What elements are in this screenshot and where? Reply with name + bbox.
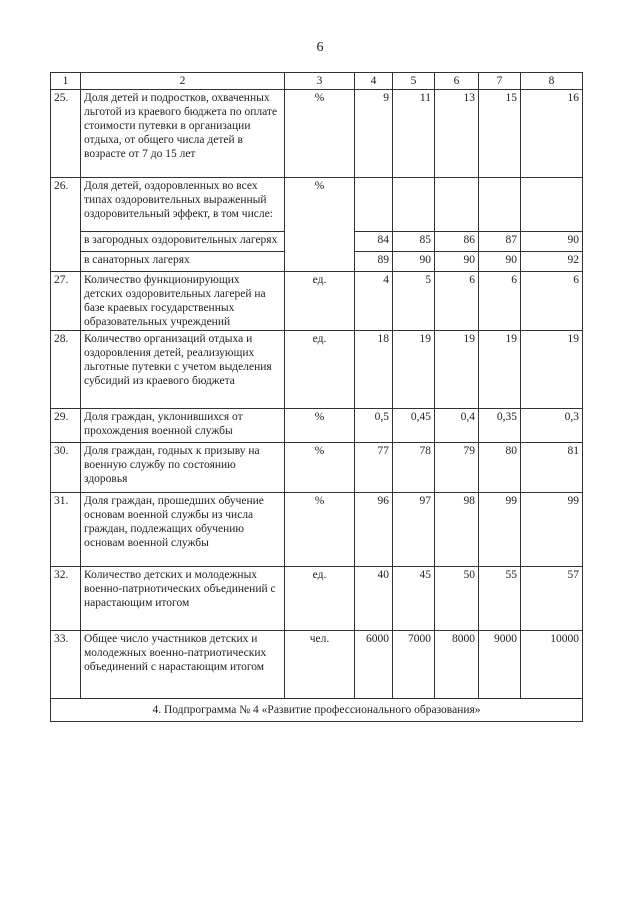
value-cell: 10000 <box>521 631 583 699</box>
value-cell: 13 <box>435 90 479 178</box>
value-cell: 81 <box>521 443 583 493</box>
value-cell <box>521 178 583 232</box>
value-cell: 55 <box>479 567 521 631</box>
sub-indicator-name-cell: в загородных оздоровительных лагерях <box>81 232 285 252</box>
value-cell: 90 <box>479 252 521 272</box>
value-cell: 0,45 <box>393 409 435 443</box>
value-cell: 4 <box>355 272 393 331</box>
value-cell: 40 <box>355 567 393 631</box>
indicator-name-cell: Количество организаций отдыха и оздоровления детей, реализующих льготные путевки с учетом выделения субсидий из краевого бюджета <box>81 331 285 409</box>
value-cell: 92 <box>521 252 583 272</box>
unit-cell: ед. <box>285 272 355 331</box>
row-number-cell: 26. <box>51 178 81 272</box>
table-row <box>51 331 583 409</box>
table-row <box>51 493 583 567</box>
table-row <box>51 178 583 232</box>
value-cell: 0,3 <box>521 409 583 443</box>
value-cell: 16 <box>521 90 583 178</box>
page-number: 6 <box>316 40 324 55</box>
sub-indicator-name-cell: в санаторных лагерях <box>81 252 285 272</box>
row-number-cell: 29. <box>51 409 81 443</box>
value-cell: 97 <box>393 493 435 567</box>
row-number-cell: 28. <box>51 331 81 409</box>
indicator-name-cell: Общее число участников детских и молодежных военно-патриотических объединений с нарастающим итогом <box>81 631 285 699</box>
value-cell: 0,4 <box>435 409 479 443</box>
table-row <box>51 443 583 493</box>
value-cell: 8000 <box>435 631 479 699</box>
value-cell: 90 <box>521 232 583 252</box>
value-cell: 19 <box>479 331 521 409</box>
value-cell: 9 <box>355 90 393 178</box>
value-cell: 90 <box>393 252 435 272</box>
value-cell: 99 <box>521 493 583 567</box>
header-row <box>51 73 583 90</box>
value-cell: 5 <box>393 272 435 331</box>
header-cell: 2 <box>81 73 285 90</box>
value-cell: 96 <box>355 493 393 567</box>
indicator-name-cell: Доля детей и подростков, охваченных льготой из краевого бюджета по оплате стоимости путевки в организации отдыха, от общего числа детей в возрасте от 7 до 15 лет <box>81 90 285 178</box>
value-cell: 79 <box>435 443 479 493</box>
value-cell: 7000 <box>393 631 435 699</box>
value-cell: 9000 <box>479 631 521 699</box>
value-cell: 0,35 <box>479 409 521 443</box>
header-cell: 8 <box>521 73 583 90</box>
value-cell: 19 <box>435 331 479 409</box>
value-cell: 6000 <box>355 631 393 699</box>
value-cell: 98 <box>435 493 479 567</box>
table-row <box>51 272 583 331</box>
table-row <box>51 631 583 699</box>
unit-cell: ед. <box>285 331 355 409</box>
header-cell: 4 <box>355 73 393 90</box>
indicator-name-cell: Количество функционирующих детских оздоровительных лагерей на базе краевых государственных образовательных учреждений <box>81 272 285 331</box>
row-number-cell: 25. <box>51 90 81 178</box>
value-cell: 45 <box>393 567 435 631</box>
table-row <box>51 409 583 443</box>
value-cell <box>435 178 479 232</box>
table-row <box>51 90 583 178</box>
unit-cell: чел. <box>285 631 355 699</box>
unit-cell: % <box>285 90 355 178</box>
indicator-name-cell: Количество детских и молодежных военно-патриотических объединений с нарастающим итогом <box>81 567 285 631</box>
value-cell: 18 <box>355 331 393 409</box>
value-cell: 84 <box>355 232 393 252</box>
value-cell: 85 <box>393 232 435 252</box>
row-number-cell: 27. <box>51 272 81 331</box>
value-cell: 87 <box>479 232 521 252</box>
value-cell: 19 <box>521 331 583 409</box>
section-footer-row <box>51 699 583 722</box>
value-cell: 0,5 <box>355 409 393 443</box>
value-cell: 6 <box>479 272 521 331</box>
indicator-name-cell: Доля детей, оздоровленных во всех типах оздоровительных выраженный оздоровительный эффект, в том числе: <box>81 178 285 232</box>
value-cell: 19 <box>393 331 435 409</box>
value-cell: 90 <box>435 252 479 272</box>
value-cell: 77 <box>355 443 393 493</box>
unit-cell: % <box>285 409 355 443</box>
row-number-cell: 31. <box>51 493 81 567</box>
row-number-cell: 32. <box>51 567 81 631</box>
header-cell: 7 <box>479 73 521 90</box>
unit-cell: % <box>285 493 355 567</box>
row-number-cell: 33. <box>51 631 81 699</box>
header-cell: 1 <box>51 73 81 90</box>
header-cell: 3 <box>285 73 355 90</box>
value-cell <box>355 178 393 232</box>
value-cell <box>479 178 521 232</box>
value-cell: 78 <box>393 443 435 493</box>
section-heading: 4. Подпрограмма № 4 «Развитие профессионального образования» <box>51 699 583 722</box>
value-cell: 86 <box>435 232 479 252</box>
unit-cell: % <box>285 178 355 272</box>
value-cell: 99 <box>479 493 521 567</box>
value-cell: 57 <box>521 567 583 631</box>
indicator-name-cell: Доля граждан, уклонившихся от прохождения военной службы <box>81 409 285 443</box>
value-cell: 89 <box>355 252 393 272</box>
table-row <box>51 567 583 631</box>
indicators-table <box>50 72 583 722</box>
indicator-name-cell: Доля граждан, годных к призыву на военную службу по состоянию здоровья <box>81 443 285 493</box>
value-cell: 50 <box>435 567 479 631</box>
header-cell: 5 <box>393 73 435 90</box>
unit-cell: % <box>285 443 355 493</box>
value-cell: 80 <box>479 443 521 493</box>
value-cell: 6 <box>521 272 583 331</box>
row-number-cell: 30. <box>51 443 81 493</box>
value-cell <box>393 178 435 232</box>
value-cell: 6 <box>435 272 479 331</box>
value-cell: 11 <box>393 90 435 178</box>
unit-cell: ед. <box>285 567 355 631</box>
header-cell: 6 <box>435 73 479 90</box>
indicator-name-cell: Доля граждан, прошедших обучение основам военной службы из числа граждан, подлежащих обучению основам военной службы <box>81 493 285 567</box>
value-cell: 15 <box>479 90 521 178</box>
